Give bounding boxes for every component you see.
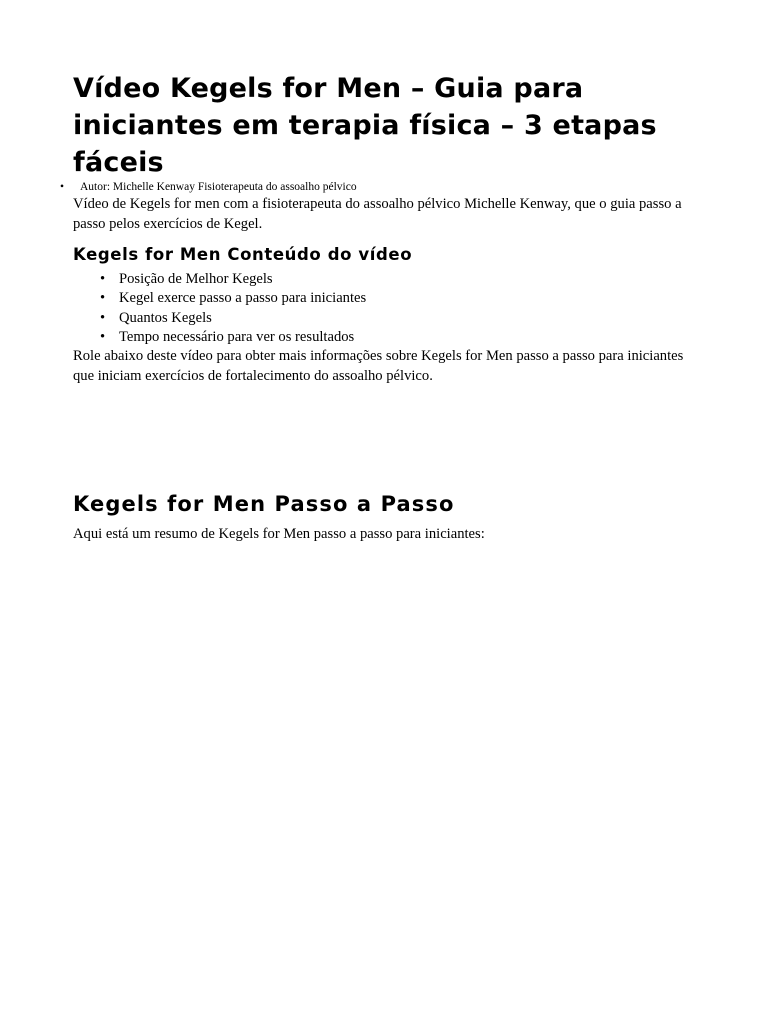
list-bullet: •: [100, 271, 106, 287]
contents-list: [100, 270, 366, 347]
author-text: Autor: Michelle Kenway Fisioterapeuta do assoalho pélvico: [80, 181, 357, 193]
list-bullet: •: [100, 328, 106, 345]
list-item-text: Quantos Kegels: [119, 309, 212, 326]
list-bullet: •: [100, 290, 106, 307]
list-item-text: Kegel exerce passo a passo para iniciantes: [119, 290, 367, 307]
step-heading: Kegels for Men Passo a Passo: [73, 492, 455, 516]
list-item-text: Posição de Melhor Kegels: [119, 271, 273, 287]
list-item: [100, 270, 366, 289]
list-item-text: Tempo necessário para ver os resultados: [119, 328, 355, 345]
list-item: [100, 309, 366, 328]
list-item: [100, 328, 366, 347]
step-summary-paragraph: Aqui está um resumo de Kegels for Men passo a passo para iniciantes:: [73, 526, 485, 542]
page-title: Vídeo Kegels for Men – Guia para iniciantes em terapia física – 3 etapas fáceis: [73, 73, 657, 178]
list-item: [100, 289, 366, 308]
list-bullet: •: [100, 309, 106, 326]
scroll-note-paragraph: Role abaixo deste vídeo para obter mais informações sobre Kegels for Men passo a passo para iniciantes que iniciam exercícios de fortalecimento do assoalho pélvico.: [73, 348, 684, 384]
author-bullet: •: [60, 181, 65, 193]
intro-paragraph: Vídeo de Kegels for men com a fisioterapeuta do assoalho pélvico Michelle Kenway, que o guia passo a passo pelos exercícios de Kegel.: [73, 196, 682, 232]
author-line: [60, 180, 357, 194]
contents-heading: Kegels for Men Conteúdo do vídeo: [73, 245, 413, 264]
